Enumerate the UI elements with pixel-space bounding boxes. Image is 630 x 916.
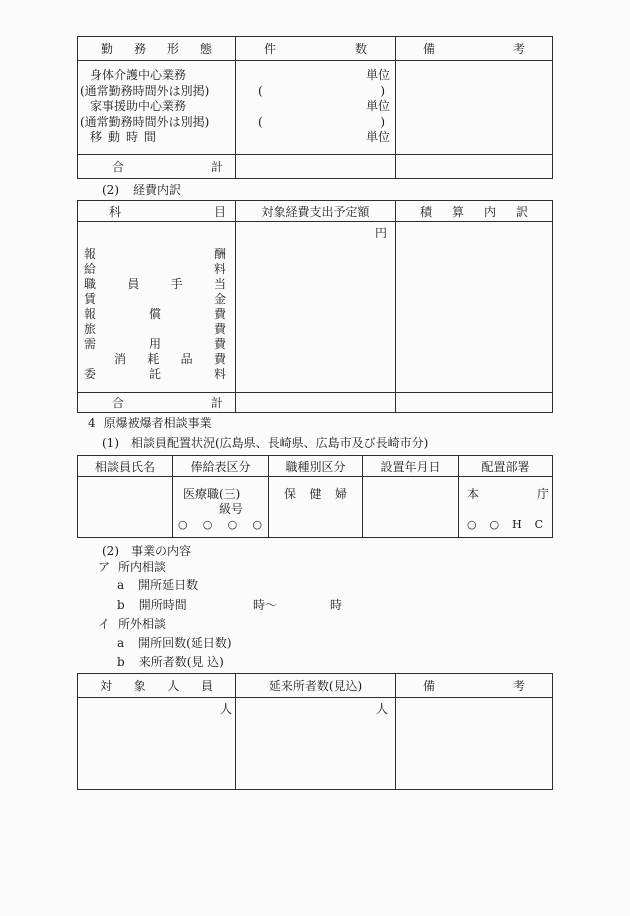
contents-heading (102, 544, 191, 559)
work-total-cell (78, 154, 235, 178)
placement-dept-cell (458, 476, 552, 537)
count-header-cell (235, 37, 395, 60)
counselor-name-header: 相談員氏名 (94, 459, 155, 474)
work-total-count-cell (235, 154, 395, 178)
placement-heading (102, 436, 428, 451)
outline-subitem (117, 655, 224, 670)
outline-subitem (117, 578, 198, 593)
paren-open: ( (258, 83, 263, 98)
expense-table (77, 200, 553, 413)
expense-item: 報 償 費 (84, 307, 226, 321)
count-paren-blank (236, 84, 395, 100)
planned-amount-header: 対象経費支出予定額 (261, 204, 370, 219)
time-to-blank: 時 (330, 598, 343, 612)
counselor-name-header-cell (78, 456, 172, 476)
heading-title: 相談員配置状況(広島県、長崎県、広島市及び長崎市分) (131, 436, 429, 450)
outline-subitem (117, 598, 377, 613)
remarks-header-cell (395, 674, 552, 697)
expense-items-cell (78, 221, 235, 392)
salary-class-value: 医療職(三) (183, 487, 241, 501)
work-row-label: 身体介護中心業務 (90, 68, 187, 82)
outline-item-a (98, 560, 166, 575)
remarks-header-cell (395, 37, 552, 60)
salary-class-header-cell (172, 456, 268, 476)
subitem-text: 開所時間 (138, 598, 187, 612)
job-type-cell (268, 476, 362, 537)
establish-date-header-cell (362, 456, 458, 476)
work-row-label: (通常勤務時間外は別掲) (80, 114, 210, 129)
subject-header: 科 目 (109, 204, 226, 219)
kana-marker: イ (98, 617, 111, 631)
remarks-blank-cell (395, 60, 552, 154)
time-from-blank: 時〜 (253, 598, 278, 612)
planned-amount-header-cell (235, 201, 395, 221)
expense-item: 賃 金 (84, 292, 226, 306)
subitem-text: 開所延日数 (138, 578, 199, 592)
person-unit: 人 (219, 702, 232, 716)
work-total-label: 合 計 (112, 160, 223, 174)
expense-item: 旅 費 (84, 322, 226, 336)
remarks-header: 備 考 (423, 42, 525, 56)
expense-total-amount-cell (235, 392, 395, 412)
work-type-labels-cell (78, 60, 235, 154)
counselor-placement-table (77, 455, 553, 538)
expense-breakdown-heading (102, 183, 181, 198)
letter-marker: a (117, 636, 125, 650)
count-unit: 単位 (365, 99, 390, 113)
expense-total-label: 合 計 (112, 396, 223, 410)
target-header-cell (78, 674, 235, 697)
paren-close: ) (380, 83, 385, 98)
outline-item-b (98, 617, 166, 632)
heading-title: 経費内訳 (133, 183, 182, 197)
heading-number: (1) (102, 436, 119, 450)
placement-dept-header: 配置部署 (481, 459, 530, 474)
expense-total-cell (78, 392, 235, 412)
establish-date-blank-cell (362, 476, 458, 537)
expense-item: 委 託 料 (84, 367, 226, 381)
target-header: 対 象 人 員 (100, 679, 213, 693)
grade-label: 級号 (218, 502, 243, 516)
count-values-cell (235, 60, 395, 154)
subitem-text: 開所回数(延日数) (138, 636, 232, 650)
work-row-label: 移動時間 (90, 130, 163, 144)
outline-title: 所外相談 (118, 617, 167, 631)
work-row-label: (通常勤務時間外は別掲) (80, 83, 210, 98)
work-row-label: 家事援助中心業務 (90, 99, 187, 113)
letter-marker: b (117, 655, 125, 669)
work-type-table (77, 36, 553, 179)
section-number: 4 (88, 416, 96, 430)
outline-subitem (117, 636, 232, 651)
remarks-blank-cell (395, 697, 552, 789)
grade-circles: ○ ○ ○ ○ (178, 518, 262, 531)
heading-number: (2) (102, 544, 119, 558)
expense-total-breakdown-cell (395, 392, 552, 412)
visitors-header: 延来所者数(見込) (268, 679, 363, 693)
expense-item: 需 用 費 (84, 337, 226, 351)
count-unit: 単位 (365, 68, 390, 82)
salary-class-header: 俸給表区分 (190, 459, 251, 474)
expense-item: 消 耗 品 費 (114, 352, 226, 366)
remarks-header: 備 考 (423, 679, 525, 693)
target-value-cell (78, 697, 235, 789)
section-title: 原爆被爆者相談事業 (103, 416, 212, 430)
office-value: 本 庁 (467, 487, 549, 501)
job-type-value: 保 健 婦 (284, 487, 347, 501)
expense-item: 職 員 手 当 (84, 277, 226, 291)
visitors-table (77, 673, 553, 790)
counselor-name-blank-cell (78, 476, 172, 537)
count-paren-blank (236, 115, 395, 131)
work-type-header-cell (78, 37, 235, 60)
count-unit: 単位 (365, 130, 390, 144)
job-type-header: 職種別区分 (285, 459, 346, 474)
paren-close: ) (380, 114, 385, 129)
subitem-text: 来所者数(見 込) (138, 655, 224, 669)
letter-marker: a (117, 578, 125, 592)
breakdown-header: 積 算 内 訳 (420, 204, 528, 219)
count-header: 件 数 (264, 42, 367, 56)
planned-amount-cell (235, 221, 395, 392)
placement-dept-header-cell (458, 456, 552, 476)
letter-marker: b (117, 598, 125, 612)
paren-open: ( (258, 114, 263, 129)
section4-heading (88, 416, 212, 431)
subject-header-cell (78, 201, 235, 221)
visitors-header-cell (235, 674, 395, 697)
breakdown-header-cell (395, 201, 552, 221)
breakdown-blank-cell (395, 221, 552, 392)
office-marks: ○ ○ H C (467, 518, 543, 531)
kana-marker: ア (98, 560, 111, 574)
yen-unit: 円 (374, 226, 387, 240)
salary-class-cell (172, 476, 268, 537)
expense-item: 報 酬 (84, 247, 226, 261)
outline-title: 所内相談 (118, 560, 167, 574)
visitors-value-cell (235, 697, 395, 789)
work-total-remarks-cell (395, 154, 552, 178)
heading-title: 事業の内容 (131, 544, 192, 558)
job-type-header-cell (268, 456, 362, 476)
work-type-header: 勤 務 形 態 (101, 42, 212, 56)
person-unit: 人 (375, 702, 388, 716)
establish-date-header: 設置年月日 (380, 459, 441, 474)
heading-number: (2) (102, 183, 119, 197)
expense-item: 給 料 (84, 262, 226, 276)
